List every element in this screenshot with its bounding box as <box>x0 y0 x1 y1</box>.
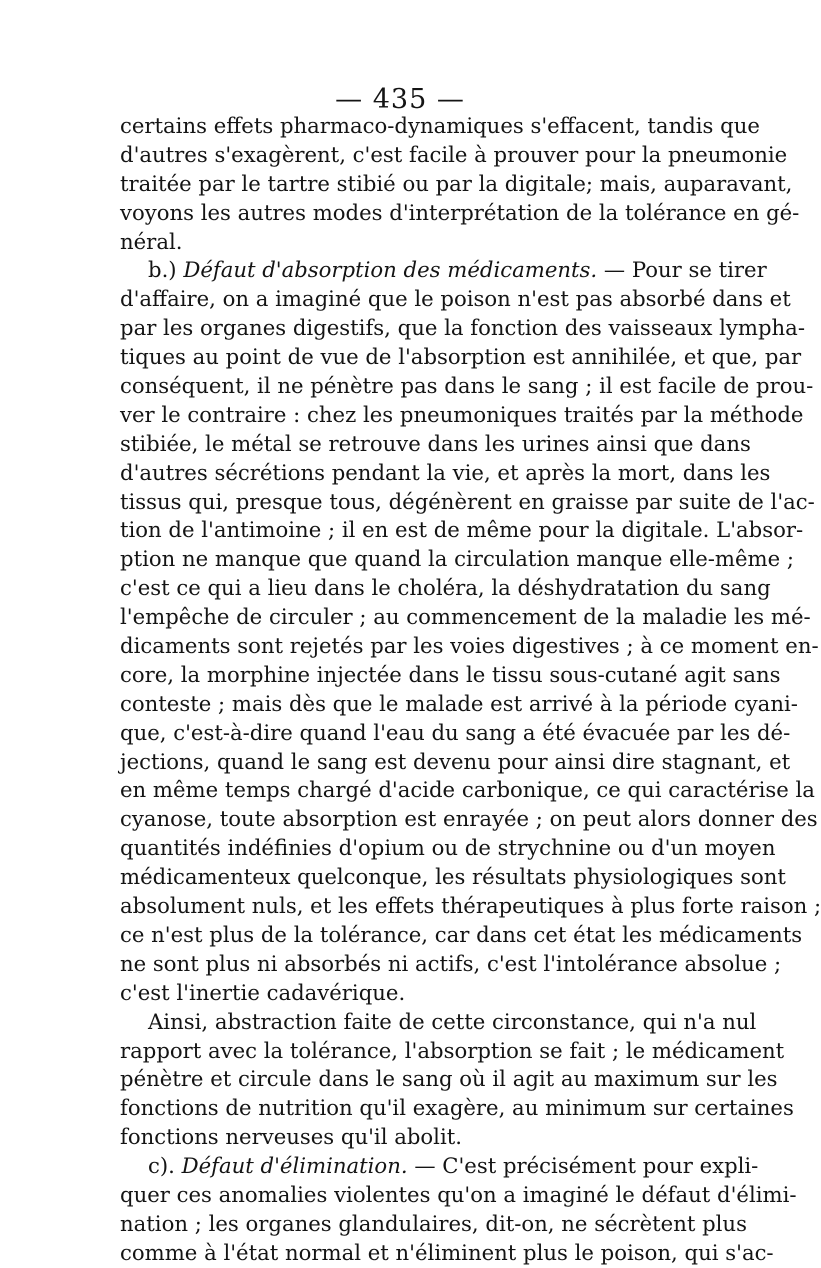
text-line: fonctions nerveuses qu'il abolit. <box>120 1124 462 1150</box>
section-b-label: b.) <box>148 257 177 283</box>
text-line: nation ; les organes glandulaires, dit-on, ne sécrètent plus <box>120 1210 747 1236</box>
text-line: tion de l'antimoine ; il en est de même pour la digitale. L'absor- <box>120 517 804 543</box>
text-line: quer ces anomalies violentes qu'on a imaginé le défaut d'élimi- <box>120 1181 797 1207</box>
section-c-heading: Défaut d'élimination. <box>181 1153 408 1179</box>
text-line: que, c'est-à-dire quand l'eau du sang a été évacuée par les dé- <box>120 719 791 745</box>
text-line: tiques au point de vue de l'absorption est annihilée, et que, par <box>120 344 802 370</box>
text-line: core, la morphine injectée dans le tissu sous-cutané agit sans <box>120 661 781 687</box>
text-line: cyanose, toute absorption est enrayée ; on peut alors donner des <box>120 806 818 832</box>
text-line: dicaments sont rejetés par les voies digestives ; à ce moment en- <box>120 633 819 659</box>
text-line: ce n'est plus de la tolérance, car dans cet état les médicaments <box>120 921 803 947</box>
text-line: absolument nuls, et les effets thérapeutiques à plus forte raison ; <box>120 893 821 919</box>
text-line: conteste ; mais dès que le malade est arrivé à la période cyani- <box>120 690 798 716</box>
text-line: stibiée, le métal se retrouve dans les urines ainsi que dans <box>120 430 751 456</box>
text-line: jections, quand le sang est devenu pour ainsi dire stagnant, et <box>120 748 791 774</box>
section-c-lead: — C'est précisément pour expli- <box>414 1153 759 1179</box>
text-line: par les organes digestifs, que la fonction des vaisseaux lympha- <box>120 315 805 341</box>
text-line: c'est ce qui a lieu dans le choléra, la déshydratation du sang <box>120 575 771 601</box>
text-line: ne sont plus ni absorbés ni actifs, c'est l'intolérance absolue ; <box>120 950 782 976</box>
section-b-heading: Défaut d'absorption des médicaments. <box>183 257 598 283</box>
text-line: ption ne manque que quand la circulation manque elle-même ; <box>120 546 795 572</box>
text-line: d'autres sécrétions pendant la vie, et après la mort, dans les <box>120 459 771 485</box>
text-line: fonctions de nutrition qu'il exagère, au minimum sur certaines <box>120 1095 794 1121</box>
page-text <box>120 112 821 1268</box>
section-c-heading-line <box>120 1152 759 1181</box>
page-number: — 435 — <box>335 84 465 115</box>
text-line: d'affaire, on a imaginé que le poison n'est pas absorbé dans et <box>120 286 791 312</box>
text-line: c'est l'inertie cadavérique. <box>120 979 406 1005</box>
text-line: tissus qui, presque tous, dégénèrent en graisse par suite de l'ac- <box>120 488 815 514</box>
text-line: pénètre et circule dans le sang où il agit au maximum sur les <box>120 1066 778 1092</box>
section-b-lead: — Pour se tirer <box>603 257 767 283</box>
text-line: comme à l'état normal et n'éliminent plus le poison, qui s'ac- <box>120 1239 774 1265</box>
text-line: voyons les autres modes d'interprétation de la tolérance en gé- <box>120 199 800 225</box>
text-line: Ainsi, abstraction faite de cette circonstance, qui n'a nul <box>148 1008 757 1034</box>
text-line: néral. <box>120 228 183 254</box>
text-line: d'autres s'exagèrent, c'est facile à prouver pour la pneumonie <box>120 141 788 167</box>
text-line: certains effets pharmaco-dynamiques s'effacent, tandis que <box>120 113 760 138</box>
text-line: ver le contraire : chez les pneumoniques traités par la méthode <box>120 401 804 427</box>
text-line: traitée par le tartre stibié ou par la digitale; mais, auparavant, <box>120 170 793 196</box>
text-line: rapport avec la tolérance, l'absorption se fait ; le médicament <box>120 1037 785 1063</box>
text-line: médicamenteux quelconque, les résultats physiologiques sont <box>120 864 786 890</box>
text-line: quantités indéfinies d'opium ou de strychnine ou d'un moyen <box>120 835 776 861</box>
text-line: conséquent, il ne pénètre pas dans le sang ; il est facile de prou- <box>120 373 814 399</box>
section-b-heading-line <box>120 256 767 285</box>
text-line: en même temps chargé d'acide carbonique, ce qui caractérise la <box>120 777 815 803</box>
section-c-label: c). <box>148 1153 175 1179</box>
text-line: l'empêche de circuler ; au commencement de la maladie les mé- <box>120 604 811 630</box>
